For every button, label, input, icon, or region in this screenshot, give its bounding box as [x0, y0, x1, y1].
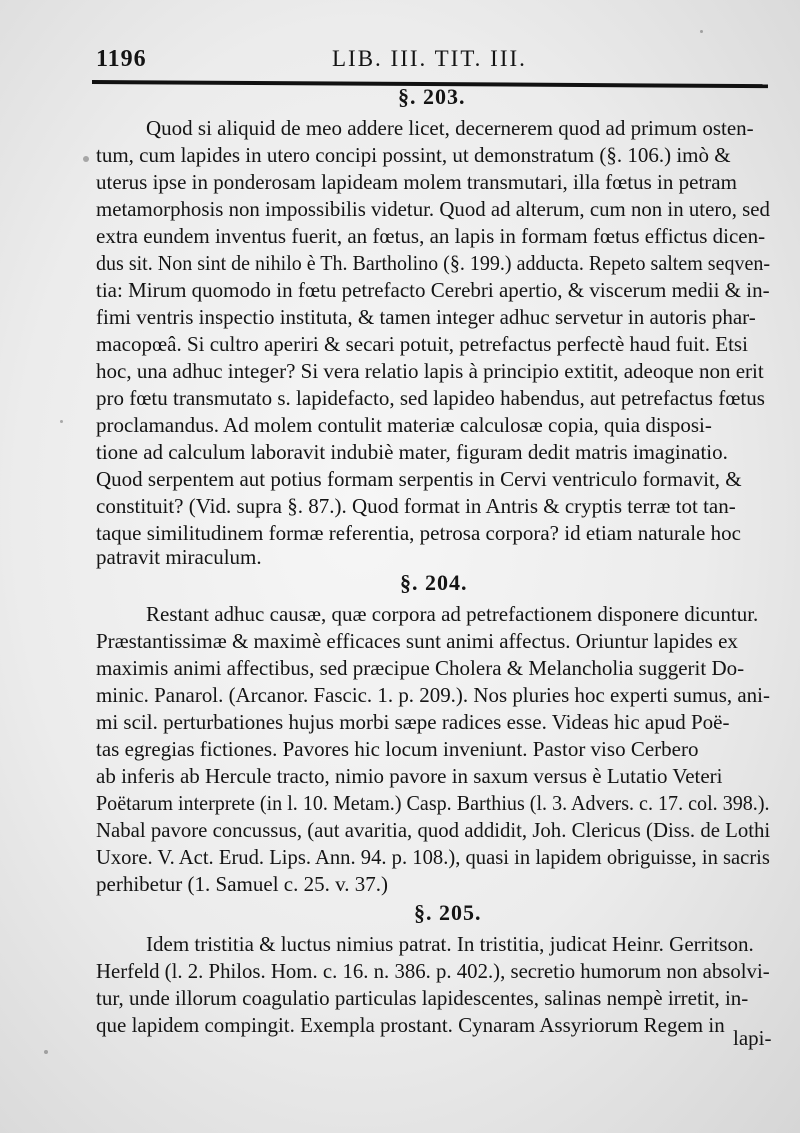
text-line: extra eundem inventus fuerit, an fœtus, an lapis in formam fœtus effictus dicen- — [96, 224, 766, 248]
text-line: minic. Panarol. (Arcanor. Fascic. 1. p. 209.). Nos pluries hoc experti sumus, ani- — [96, 683, 770, 707]
text-line: Idem tristitia & luctus nimius patrat. In tristitia, judicat Heinr. Gerritson. — [146, 932, 754, 956]
text-line: fimi ventris inspectio instituta, & tamen integer adhuc servetur in autoris phar- — [96, 305, 756, 329]
text-line: taque similitudinem formæ referentia, petrosa corpora? id etiam naturale hoc — [96, 521, 741, 545]
page-number: 1196 — [96, 46, 147, 72]
text-line: hoc, una adhuc integer? Si vera relatio lapis à principio extitit, adeoque non erit — [96, 359, 764, 383]
text-line: Quod serpentem aut potius formam serpentis in Cervi ventriculo formavit, & — [96, 467, 742, 491]
text-line: maximis animi affectibus, sed præcipue Cholera & Melancholia suggerit Do- — [96, 656, 745, 680]
text-line: tione ad calculum laboravit indubiè mater, figuram dedit matris imaginatio. — [96, 440, 728, 464]
text-line: Poëtarum interprete (in l. 10. Metam.) Casp. Barthius (l. 3. Advers. c. 17. col. 398.). — [96, 791, 770, 815]
text-line: ab inferis ab Hercule tracto, nimio pavore in saxum versus è Lutatio Veteri — [96, 764, 723, 788]
section-heading-204: §. 204. — [400, 570, 468, 595]
text-line: proclamandus. Ad molem contulit materiæ calculosæ copia, quia disposi- — [96, 413, 712, 437]
text-line: dus sit. Non sint de nihilo è Th. Bartholino (§. 199.) adducta. Repeto saltem seqven- — [96, 251, 771, 275]
text-line: tum, cum lapides in utero concipi possint, ut demonstratum (§. 106.) imò & — [96, 143, 731, 167]
catchword: lapi- — [733, 1026, 772, 1050]
text-line: constituit? (Vid. supra §. 87.). Quod format in Antris & cryptis terræ tot tan- — [96, 494, 736, 518]
paper-speck — [700, 30, 703, 33]
text-line: pro fœtu transmutato s. lapidefacto, sed lapideo habendus, aut petrefactus fœtus — [96, 386, 765, 410]
text-line: mi scil. perturbationes hujus morbi sæpe radices esse. Videas hic apud Poë- — [96, 710, 730, 734]
paper-speck — [44, 1050, 48, 1054]
text-line: Uxore. V. Act. Erud. Lips. Ann. 94. p. 108.), quasi in lapidem obriguisse, in sacris — [96, 845, 770, 869]
paper-speck — [60, 420, 63, 423]
text-line: Quod si aliquid de meo addere licet, decernerem quod ad primum osten- — [146, 116, 754, 140]
text-line: metamorphosis non impossibilis videtur. Quod ad alterum, cum non in utero, sed — [96, 197, 770, 221]
text-line: Nabal pavore concussus, (aut avaritia, quod addidit, Joh. Clericus (Diss. de Lothi — [96, 818, 771, 842]
text-line: tia: Mirum quomodo in fœtu petrefacto Cerebri apertio, & viscerum medii & in- — [96, 278, 770, 302]
text-line: uterus ipse in ponderosam lapideam molem transmutari, illa fœtus in petram — [96, 170, 737, 194]
text-line: perhibetur (1. Samuel c. 25. v. 37.) — [96, 872, 388, 896]
text-line: macopœâ. Si cultro aperiri & secari potuit, petrefactus perfectè haud fuit. Etsi — [96, 332, 748, 356]
text-line: tas egregias fictiones. Pavores hic locum inveniunt. Pastor viso Cerbero — [96, 737, 699, 761]
text-line: Restant adhuc causæ, quæ corpora ad petrefactionem disponere dicuntur. — [146, 602, 759, 626]
text-line: Herfeld (l. 2. Philos. Hom. c. 16. n. 386. p. 402.), secretio humorum non absolvi- — [96, 959, 770, 983]
text-line: Præstantissimæ & maximè efficaces sunt animi affectus. Oriuntur lapides ex — [96, 629, 738, 653]
section-heading-205: §. 205. — [414, 900, 482, 925]
paper-speck — [83, 156, 89, 162]
text-line: patravit miraculum. — [96, 545, 262, 569]
page-header — [92, 40, 760, 80]
text-line: que lapidem compingit. Exempla prostant. Cynaram Assyriorum Regem in — [96, 1013, 725, 1037]
section-heading-203: §. 203. — [398, 84, 466, 109]
running-head: LIB. III. TIT. III. — [332, 46, 527, 71]
text-line: tur, unde illorum coagulatio particulas lapidescentes, salinas nempè irretit, in- — [96, 986, 749, 1010]
